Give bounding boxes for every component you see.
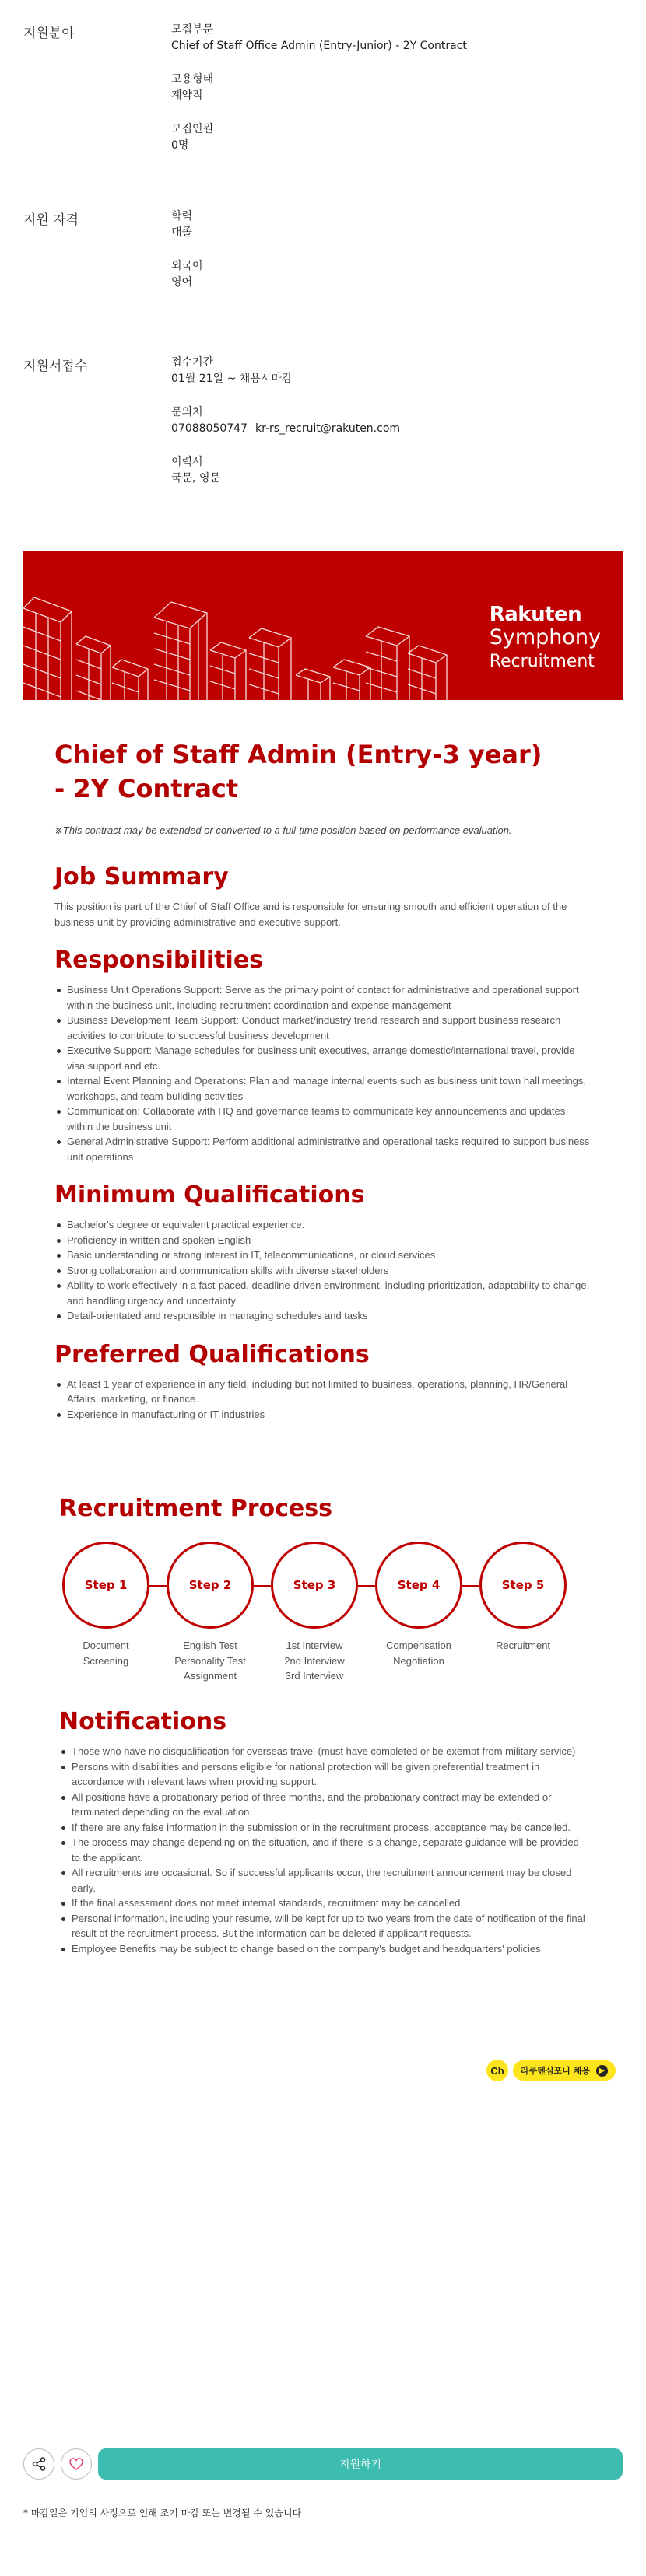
process-step-5 [479,1542,567,1654]
process-step-4 [375,1542,462,1668]
list-item: If there are any false information in the submission or in the recruitment process, acceptance may be cancelled. [59,1820,588,1836]
list-item: The process may change depending on the situation, and if there is a change, separate guidance will be provided to the applicant. [59,1835,588,1865]
job-title-line2: - 2Y Contract [54,774,239,803]
deadline-footnote: * 마감일은 기업의 사정으로 인해 조기 마감 또는 변경될 수 있습니다 [23,2508,302,2518]
step-desc-line: Document [83,1640,129,1651]
info-title-contact: 문의처 [171,406,203,418]
rakuten-symphony-logo [490,604,601,674]
job-summary-heading: Job Summary [54,863,229,891]
list-item: Experience in manufacturing or IT industries [54,1407,592,1423]
step-description [167,1638,254,1684]
list-item: If the final assessment does not meet internal standards, recruitment may be cancelled. [59,1895,588,1911]
info-title-language: 외국어 [171,260,203,272]
step-desc-line: Assignment [184,1670,237,1682]
job-description [54,737,592,1422]
list-item: All positions have a probationary period of three months, and the probationary contract may be extended or terminated depending on the evaluation. [59,1790,588,1820]
step-description [62,1638,149,1668]
notifications [59,1706,588,1956]
step-desc-line: 2nd Interview [284,1654,345,1667]
kakao-channel-badge[interactable] [486,2060,616,2081]
share-icon [31,2456,47,2472]
info-title-position: 모집부문 [171,23,214,36]
notifications-list [59,1744,588,1956]
info-title-headcount: 모집인원 [171,123,214,135]
step-desc-line: Negotiation [393,1654,444,1667]
list-item: Bachelor's degree or equivalent practical experience. [54,1217,592,1233]
section-label-reception: 지원서접수 [23,359,88,374]
channel-pill[interactable] [513,2060,616,2081]
info-group-language [171,258,623,291]
channel-label: 라쿠텐심포니 채용 [521,2066,590,2076]
info-body-field [171,22,623,171]
preferred-qualifications-heading: Preferred Qualifications [54,1340,370,1368]
contact-phone[interactable]: 07088050747 [171,422,248,435]
info-group-position [171,22,623,54]
step-desc-line: Recruitment [495,1640,551,1651]
list-item: Business Unit Operations Support: Serve as the primary point of contact for administrative and operational support within the business unit, including recruitment coordination and expense management [54,982,592,1013]
contact-email[interactable]: kr-rs_recruit@rakuten.com [255,422,401,435]
step-desc-line: 1st Interview [286,1640,343,1651]
heart-icon [68,2456,84,2472]
step-description [375,1638,462,1668]
responsibilities-list [54,982,592,1164]
channel-icon: Ch [486,2060,508,2081]
list-item: Detail-orientated and responsible in managing schedules and tasks [54,1308,592,1324]
list-item: Employee Benefits may be subject to change based on the company's budget and headquarters' policies. [59,1941,588,1957]
job-summary-text: This position is part of the Chief of Staff Office and is responsible for ensuring smooth and efficient operation of the business unit by providing administrative and executive support. [54,901,567,928]
step-desc-line: English Test [183,1640,237,1651]
info-value-contact [171,421,623,437]
recruitment-banner [23,551,623,700]
list-item: Personal information, including your resume, will be kept for up to two years from the date of notification of the final result of the recruitment process. But the information can be deleted if applicant requests. [59,1911,588,1941]
info-group-employment-type [171,72,623,104]
action-bar [23,2448,623,2480]
recruitment-process-heading: Recruitment Process [59,1495,332,1522]
process-step-1 [62,1542,149,1668]
list-item: Internal Event Planning and Operations: Plan and manage internal events such as business unit town hall meetings, workshops, and team-building activities [54,1073,592,1104]
list-item: Communication: Collaborate with HQ and governance teams to communicate key announcements and updates within the business unit [54,1104,592,1134]
info-group-resume [171,454,623,487]
info-group-period [171,355,623,387]
info-value-resume: 국문, 영문 [171,472,220,485]
chevron-right-icon: ▶ [596,2065,608,2077]
step-circle: Step 2 [167,1542,254,1629]
process-step-3 [271,1542,358,1684]
step-circle: Step 1 [62,1542,149,1629]
list-item: Those who have no disqualification for overseas travel (must have completed or be exempt from military service) [59,1744,588,1759]
info-group-contact [171,404,623,437]
apply-button[interactable]: 지원하기 [98,2448,623,2480]
job-title-line1: Chief of Staff Admin (Entry-3 year) [54,740,542,769]
info-title-education: 학력 [171,210,193,222]
info-title-employment-type: 고용형태 [171,73,214,86]
info-value-position: Chief of Staff Office Admin (Entry-Junior) - 2Y Contract [171,40,467,52]
info-body-reception [171,355,623,504]
list-item: Business Development Team Support: Conduct market/industry trend research and support business research activities to contribute to successful business development [54,1013,592,1043]
step-desc-line: Personality Test [174,1654,246,1667]
info-title-period: 접수기간 [171,356,214,369]
section-label-qualification: 지원 자격 [23,212,79,228]
step-description [271,1638,358,1684]
list-item: Ability to work effectively in a fast-paced, deadline-driven environment, including prioritization, adaptability to change, and handling urgency and uncertainty [54,1278,592,1308]
contract-note: ※This contract may be extended or converted to a full-time position based on performance evaluation. [54,824,512,836]
list-item: Proficiency in written and spoken English [54,1233,592,1248]
list-item: Executive Support: Manage schedules for business unit executives, arrange domestic/international travel, provide visa support and etc. [54,1043,592,1073]
info-title-resume: 이력서 [171,456,203,468]
process-steps [59,1542,596,1713]
section-label-field: 지원분야 [23,26,75,41]
recruitment-process [59,1493,596,1713]
info-group-education [171,208,623,241]
responsibilities-heading: Responsibilities [54,947,264,974]
info-value-employment-type: 계약직 [171,89,203,102]
city-skyline-graphic [23,551,459,700]
list-item: Basic understanding or strong interest in IT, telecommunications, or cloud services [54,1248,592,1263]
step-desc-line: Screening [83,1654,129,1667]
step-description [479,1638,567,1654]
minimum-qualifications-heading: Minimum Qualifications [54,1181,365,1209]
share-button[interactable] [23,2448,54,2480]
info-value-education: 대졸 [171,226,193,239]
job-title [54,737,592,806]
step-circle: Step 4 [375,1542,462,1629]
brand-symphony: Symphony [489,625,601,649]
brand-rakuten: Rakuten [489,603,582,626]
like-button[interactable] [61,2448,92,2480]
info-value-period: 01월 21일 ~ 채용시마감 [171,373,293,385]
minimum-qualifications-list [54,1217,592,1324]
brand-recruitment: Recruitment [489,652,595,671]
preferred-qualifications-list [54,1377,592,1423]
step-circle: Step 5 [479,1542,567,1629]
list-item: Strong collaboration and communication skills with diverse stakeholders [54,1263,592,1279]
notifications-heading: Notifications [59,1708,227,1735]
list-item: At least 1 year of experience in any field, including but not limited to business, operations, planning, HR/General Affairs, marketing, or finance. [54,1377,592,1407]
process-step-2 [167,1542,254,1684]
step-circle: Step 3 [271,1542,358,1629]
info-body-qualification [171,208,623,308]
list-item: General Administrative Support: Perform additional administrative and operational tasks required to support business unit operations [54,1134,592,1164]
step-desc-line: Compensation [386,1640,451,1651]
info-value-headcount: 0명 [171,139,189,152]
step-desc-line: 3rd Interview [285,1670,344,1682]
list-item: Persons with disabilities and persons eligible for national protection will be given preferential treatment in accordance with relevant laws when providing support. [59,1759,588,1790]
list-item: All recruitments are occasional. So if successful applicants occur, the recruitment announcement may be closed early. [59,1865,588,1895]
info-group-headcount [171,121,623,154]
info-value-language: 영어 [171,276,193,289]
